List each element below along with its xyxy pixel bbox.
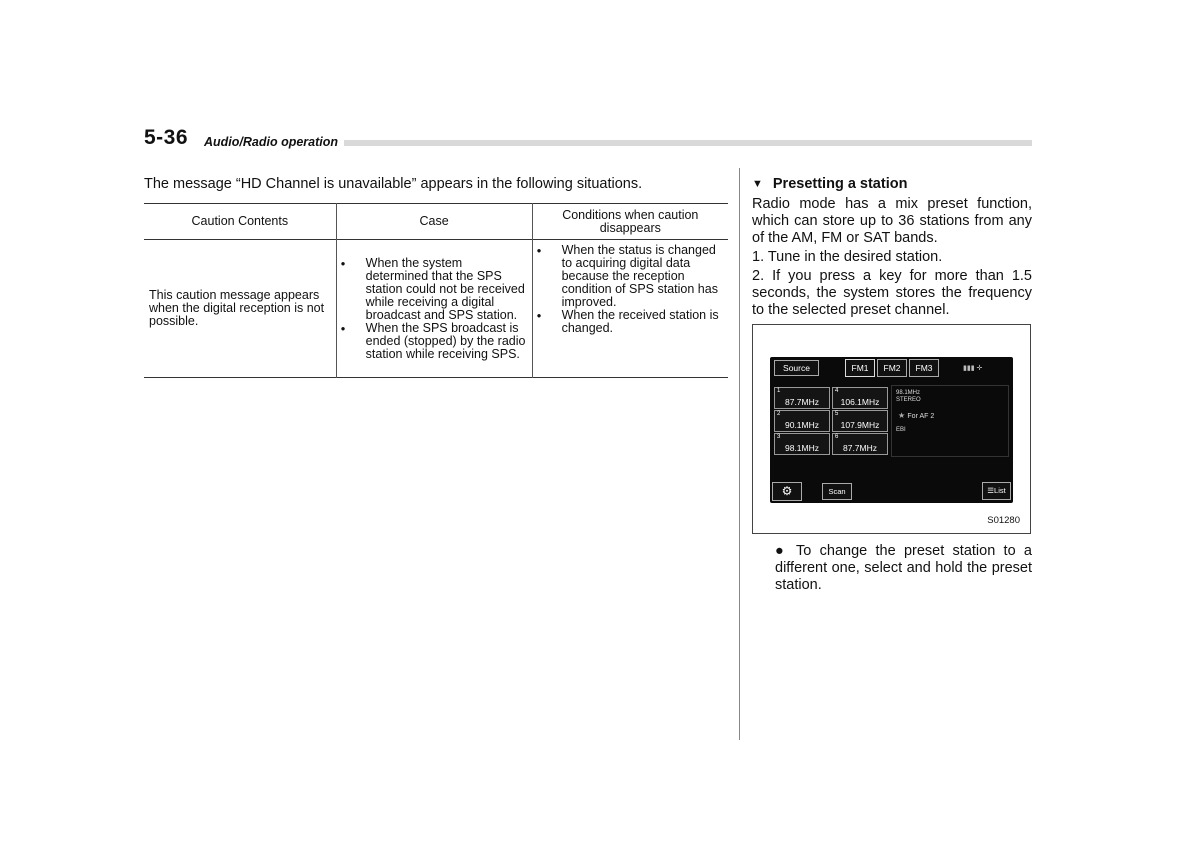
figure-id: S01280 [987, 515, 1020, 526]
column-header-caution: Caution Contents [144, 204, 336, 240]
band-fm1-button[interactable]: FM1 [845, 359, 875, 377]
table-row [144, 240, 728, 378]
list-item: ● When the status is changed to acquiring digital data because the reception condition of SPS station has improved. [562, 244, 724, 309]
band-fm3-button[interactable]: FM3 [909, 359, 939, 377]
preset-note: ● To change the preset station to a different one, select and hold the preset station. [775, 543, 1032, 593]
triangle-down-icon: ▼ [752, 178, 763, 190]
signal-bluetooth-icon: ▮▮▮ ✛ [963, 365, 983, 372]
preset-button-5[interactable] [832, 410, 888, 432]
preset-number: 2 [777, 411, 781, 417]
list-item: ● When the SPS broadcast is ended (stopped) by the radio station while receiving SPS. [366, 322, 528, 361]
star-icon: ★ [898, 411, 906, 420]
preset-number: 5 [835, 411, 839, 417]
caution-content-cell [144, 240, 336, 378]
station-info-panel [891, 385, 1009, 457]
radio-screen [770, 357, 1013, 503]
list-icon: ☰ [987, 486, 995, 495]
info-tag: EBI [896, 427, 906, 433]
preset-button-4[interactable] [832, 387, 888, 409]
settings-button[interactable] [772, 482, 802, 501]
presetting-heading [752, 176, 1032, 193]
preset-number: 6 [835, 434, 839, 440]
band-fm2-button[interactable]: FM2 [877, 359, 907, 377]
header-rule [344, 140, 1032, 146]
preset-frequency: 90.1MHz [784, 420, 819, 430]
presetting-heading-text: Presetting a station [772, 176, 908, 192]
presetting-body: Radio mode has a mix preset function, which can store up to 36 stations from any of the AM, FM or SAT bands. [752, 196, 1032, 246]
case-cell [336, 240, 532, 378]
list-item: ● When the received station is changed. [562, 309, 724, 335]
info-station-row [898, 412, 934, 420]
intro-text: The message “HD Channel is unavailable” appears in the following situations. [144, 176, 643, 192]
info-station: For AF 2 [907, 413, 935, 420]
page-header [144, 126, 1032, 152]
scan-button[interactable]: Scan [822, 483, 852, 500]
preset-button-3[interactable] [774, 433, 830, 455]
table-header-row [144, 204, 728, 240]
info-mode: STEREO [896, 397, 921, 403]
radio-screen-figure [752, 324, 1031, 534]
preset-number: 3 [777, 434, 781, 440]
page-number: 5-36 [144, 126, 189, 149]
step-2: 2. If you press a key for more than 1.5 seconds, the system stores the frequency to the selected preset channel. [752, 268, 1032, 318]
column-header-conditions: Conditions when caution disappears [562, 207, 699, 235]
source-button[interactable]: Source [774, 360, 819, 376]
preset-button-6[interactable] [832, 433, 888, 455]
presetting-section [752, 176, 1032, 319]
list-item: ● When the system determined that the SPS station could not be received while receiving a digital broadcast and SPS station. [366, 257, 528, 322]
caution-content-text: This caution message appears when the digital reception is not possible. [149, 288, 325, 328]
conditions-cell [532, 240, 728, 378]
preset-number: 1 [777, 388, 781, 394]
preset-button-1[interactable] [774, 387, 830, 409]
case-list [337, 257, 532, 361]
preset-frequency: 87.7MHz [784, 397, 819, 407]
list-label: List [994, 486, 1006, 495]
gear-icon: ⚙ [781, 484, 793, 498]
step-1: 1. Tune in the desired station. [752, 249, 943, 265]
conditions-list [533, 242, 728, 375]
section-title: Audio/Radio operation [204, 135, 339, 149]
column-divider [739, 168, 740, 740]
info-frequency: 98.1MHz [896, 390, 921, 396]
preset-frequency: 98.1MHz [784, 443, 819, 453]
preset-frequency: 107.9MHz [840, 420, 880, 430]
list-button[interactable] [982, 482, 1011, 500]
caution-table [144, 203, 728, 378]
preset-frequency: 87.7MHz [842, 443, 877, 453]
preset-button-2[interactable] [774, 410, 830, 432]
preset-number: 4 [835, 388, 839, 394]
column-header-case: Case [336, 204, 532, 240]
preset-frequency: 106.1MHz [840, 397, 880, 407]
